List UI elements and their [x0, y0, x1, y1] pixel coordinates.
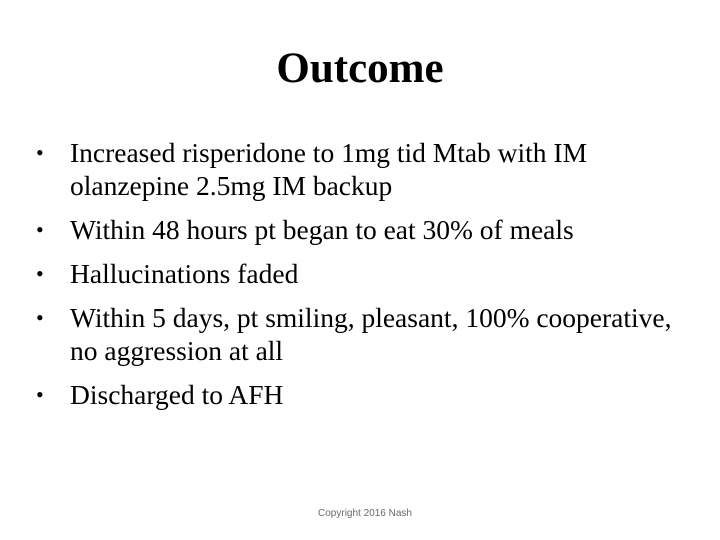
bullet-icon: •	[36, 261, 44, 286]
bullet-item	[36, 213, 686, 246]
bullet-icon: •	[36, 140, 44, 165]
bullet-text: Hallucinations faded	[70, 258, 299, 289]
bullet-icon: •	[36, 217, 44, 242]
bullet-text: Within 5 days, pt smiling, pleasant, 100% cooperative, no aggression at all	[70, 302, 672, 366]
bullet-text: Increased risperidone to 1mg tid Mtab with IM olanzepine 2.5mg IM backup	[70, 137, 588, 201]
bullet-list	[36, 136, 686, 422]
bullet-item	[36, 301, 686, 367]
bullet-text: Within 48 hours pt began to eat 30% of meals	[70, 214, 574, 245]
bullet-icon: •	[36, 305, 44, 330]
copyright-footer: Copyright 2016 Nash	[318, 508, 412, 519]
bullet-item	[36, 257, 686, 290]
bullet-item	[36, 378, 686, 411]
bullet-icon: •	[36, 382, 44, 407]
slide-title: Outcome	[276, 45, 444, 92]
bullet-item	[36, 136, 686, 202]
bullet-text: Discharged to AFH	[70, 379, 284, 410]
